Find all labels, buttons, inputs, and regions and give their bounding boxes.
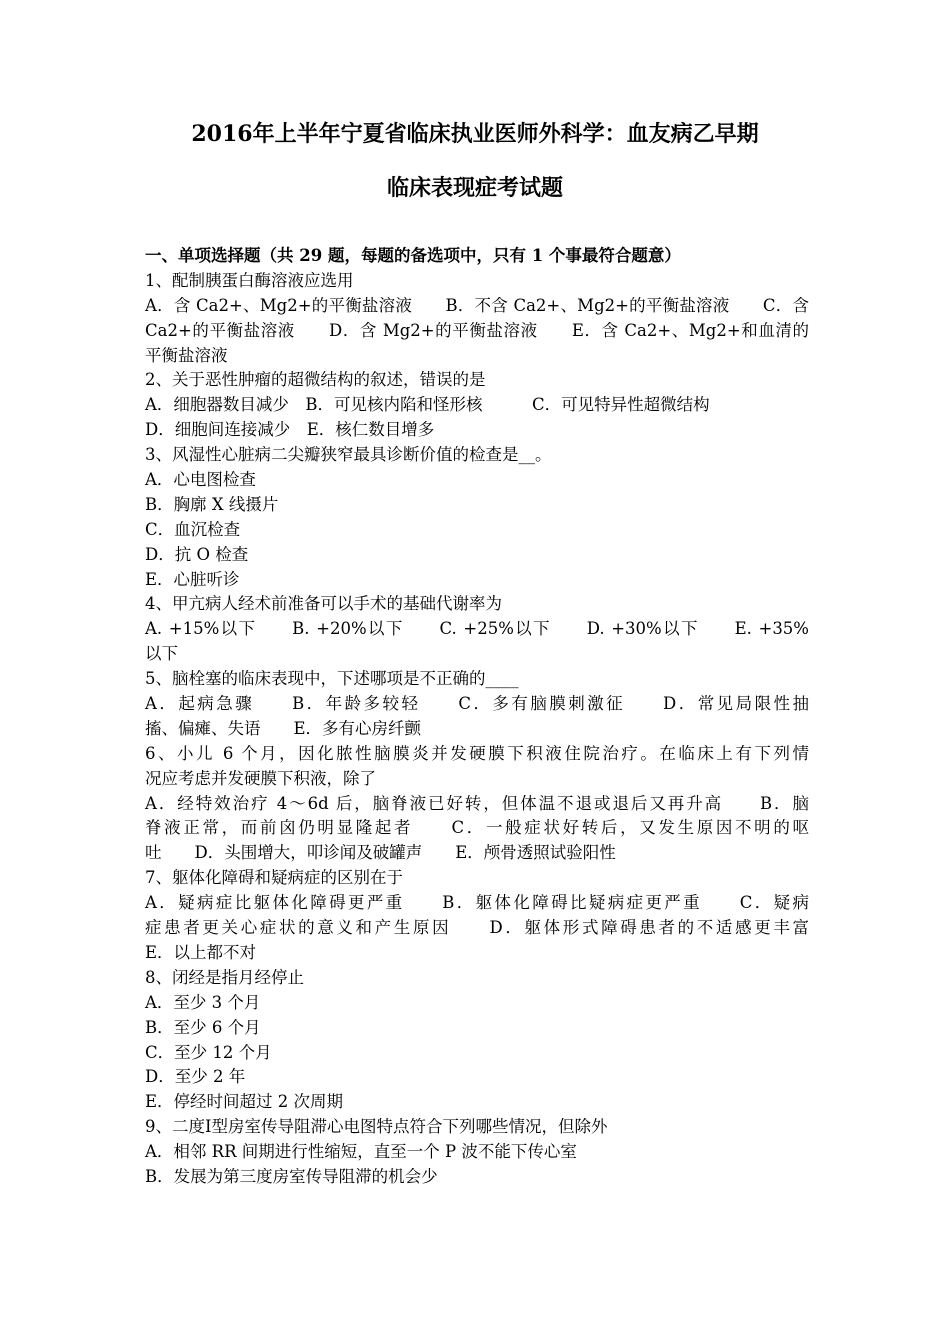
text-line: 搐、偏瘫、失语 E．多有心房纤颤 bbox=[145, 718, 422, 738]
text-line: 平衡盐溶液 bbox=[145, 345, 228, 365]
section-heading: 一、单项选择题（共 29 题，每题的备选项中，只有 1 个事最符合题意） bbox=[145, 246, 681, 265]
text-line: 8、闭经是指月经停止 bbox=[145, 967, 304, 987]
text-line: A．经特效治疗 4～6d 后，脑脊液已好转，但体温不退或退后又再升高 B．脑 bbox=[145, 793, 809, 813]
text-line: 7、躯体化障碍和疑病症的区别在于 bbox=[145, 868, 403, 888]
text-line: D．至少 2 年 bbox=[145, 1067, 246, 1087]
text-line: B．胸廓 X 线摄片 bbox=[145, 494, 279, 514]
text-line: D．细胞间连接减少 E．核仁数目增多 bbox=[145, 420, 435, 440]
text-line: E．停经时间超过 2 次周期 bbox=[145, 1092, 344, 1112]
text-line: A．疑病症比躯体化障碍更严重 B．躯体化障碍比疑病症更严重 C．疑病 bbox=[145, 893, 809, 913]
text-line: 以下 bbox=[145, 644, 178, 664]
text-line: D．抗 O 检查 bbox=[145, 544, 249, 564]
text-line: C．至少 12 个月 bbox=[145, 1042, 272, 1062]
text-line: 脊液正常，而前囟仍明显隆起者 C．一般症状好转后，又发生原因不明的呕 bbox=[145, 818, 809, 838]
text-line: A．含 Ca2+、Mg2+的平衡盐溶液 B．不含 Ca2+、Mg2+的平衡盐溶液 C．含 bbox=[145, 295, 809, 315]
text-line: E．心脏听诊 bbox=[145, 569, 240, 589]
text-line: 吐 D．头围增大，叩诊闻及破罐声 E．颅骨透照试验阳性 bbox=[145, 843, 616, 863]
text-line: E．以上都不对 bbox=[145, 942, 257, 962]
text-line: 症患者更关心症状的意义和产生原因 D．躯体形式障碍患者的不适感更丰富 bbox=[145, 918, 809, 938]
text-line: Ca2+的平衡盐溶液 D．含 Mg2+的平衡盐溶液 E．含 Ca2+、Mg2+和血清的 bbox=[145, 320, 809, 340]
text-line: A．细胞器数目减少 B．可见核内陷和怪形核 C．可见特异性超微结构 bbox=[145, 395, 710, 415]
text-line: 4、甲亢病人经术前准备可以手术的基础代谢率为 bbox=[145, 594, 502, 614]
text-line: 3、风湿性心脏病二尖瓣狭窄最具诊断价值的检查是__。 bbox=[145, 445, 552, 465]
text-line: A. +15%以下 B. +20%以下 C. +25%以下 D. +30%以下 E. +35% bbox=[145, 619, 809, 639]
text-line: C．血沉检查 bbox=[145, 519, 241, 539]
question-body bbox=[145, 244, 809, 1190]
text-line: A．起病急骤 B．年龄多较轻 C．多有脑膜刺激征 D．常见局限性抽 bbox=[145, 694, 809, 714]
text-line: A．至少 3 个月 bbox=[145, 992, 261, 1012]
text-line: B．发展为第三度房室传导阻滞的机会少 bbox=[145, 1166, 438, 1186]
document-title-line-2: 临床表现症考试题 bbox=[386, 175, 563, 201]
text-line: A．相邻 RR 间期进行性缩短，直至一个 P 波不能下传心室 bbox=[145, 1142, 577, 1162]
text-line: 6、小儿 6 个月，因化脓性脑膜炎并发硬膜下积液住院治疗。在临床上有下列情 bbox=[145, 743, 809, 763]
text-line: 9、二度Ⅰ型房室传导阻滞心电图特点符合下列哪些情况，但除外 bbox=[145, 1117, 608, 1137]
text-line: A．心电图检查 bbox=[145, 470, 256, 490]
document-title-line-1: 2016年上半年宁夏省临床执业医师外科学：血友病乙早期 bbox=[191, 121, 759, 147]
text-line: B．至少 6 个月 bbox=[145, 1017, 261, 1037]
text-line: 1、配制胰蛋白酶溶液应选用 bbox=[145, 270, 354, 290]
text-line: 2、关于恶性肿瘤的超微结构的叙述，错误的是 bbox=[145, 370, 486, 390]
text-line: 5、脑栓塞的临床表现中，下述哪项是不正确的____ bbox=[145, 669, 519, 689]
text-line: 况应考虑并发硬膜下积液，除了 bbox=[145, 768, 376, 788]
